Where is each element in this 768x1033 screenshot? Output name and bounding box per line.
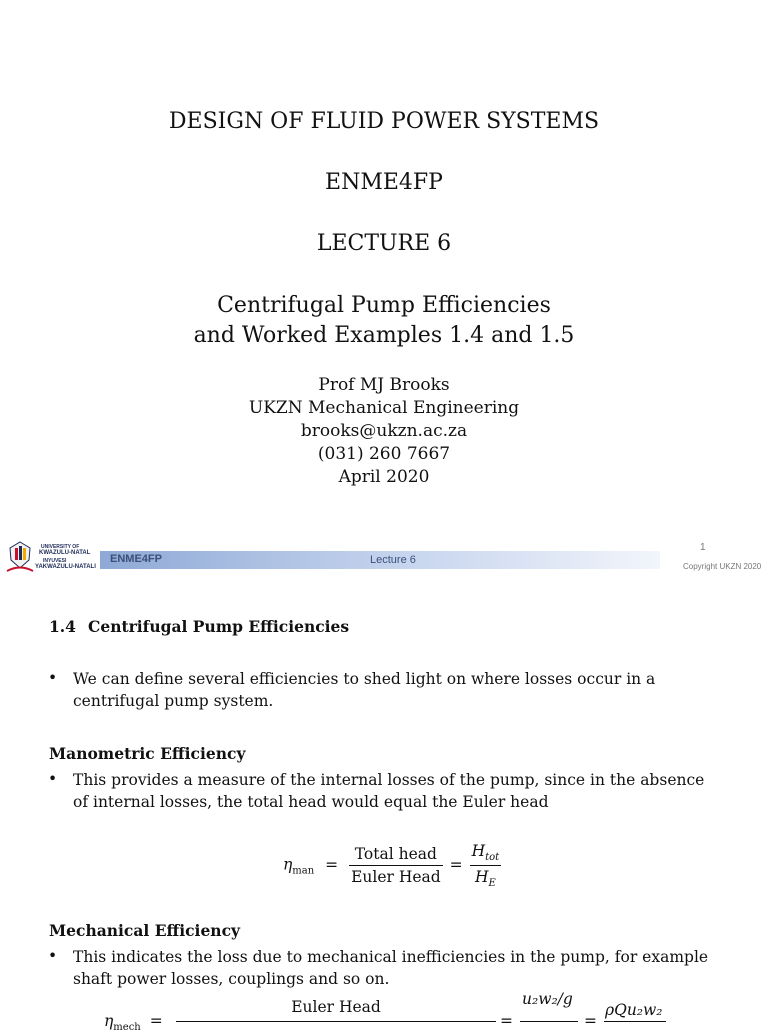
section-title: Centrifugal Pump Efficiencies [88, 617, 350, 636]
logo-text-line-2: KWAZULU-NATAL [39, 550, 91, 556]
intro-paragraph: We can define several efficiencies to shed light on where losses occur in a centrifugal pump system. [73, 670, 656, 710]
author-affiliation: UKZN Mechanical Engineering [248, 398, 520, 418]
bullet-icon: • [48, 669, 58, 687]
mechanical-eq-lhs: $\eta_{mech}$ = [104, 1012, 163, 1033]
mechanical-heading: Mechanical Efficiency [49, 921, 241, 940]
eta-symbol: η [283, 855, 293, 874]
fraction-line [520, 1021, 578, 1022]
symbol-fraction [470, 842, 502, 889]
h-tot-symbol: H [471, 842, 486, 860]
university-logo [5, 538, 100, 574]
euler-head-label: Euler Head [291, 998, 381, 1016]
footer-lecture-label: Lecture 6 [370, 554, 416, 566]
mechanical-paragraph: This indicates the loss due to mechanical inefficiencies in the pump, for example shaft power losses, couplings and so on. [73, 948, 709, 988]
section-number: 1.4 [49, 617, 76, 636]
presentation-date: April 2020 [338, 467, 430, 487]
power-fraction-numerator: ρQu₂w₂ [605, 1001, 663, 1019]
manometric-heading: Manometric Efficiency [49, 744, 246, 763]
manometric-equation: $\eta_{man}$ = $\frac{\text{Total head}}{\text{Euler Head}}$ = $\frac{H_{tot}}{H_E}$ [283, 842, 500, 890]
euler-head-label: Euler Head [351, 868, 441, 887]
logo-text-line-4: YAKWAZULU-NATALI [35, 564, 96, 570]
equals-sign: = [584, 1012, 597, 1030]
footer-course-code: ENME4FP [110, 553, 162, 565]
author-phone: (031) 260 7667 [317, 444, 451, 464]
manometric-paragraph: This provides a measure of the internal losses of the pump, since in the absence of internal losses, the total head would equal the Euler head [73, 771, 705, 811]
fraction-line [176, 1021, 496, 1022]
author-email: brooks@ukzn.ac.za [300, 421, 468, 441]
course-code: ENME4FP [325, 170, 443, 195]
fraction-line [604, 1021, 666, 1022]
h-e-subscript: E [488, 878, 496, 890]
copyright-notice: Copyright UKZN 2020 [683, 562, 762, 571]
bullet-icon: • [48, 947, 58, 965]
lecture-number: LECTURE 6 [316, 231, 452, 256]
eta-symbol: η [104, 1012, 114, 1030]
equals-sign: = [500, 1012, 513, 1030]
h-tot-subscript: tot [485, 852, 500, 864]
h-e-symbol: H [474, 868, 489, 887]
head-fraction-numerator: u₂w₂/g [522, 990, 573, 1008]
subtitle-line-2: and Worked Examples 1.4 and 1.5 [193, 323, 575, 348]
crest-icon [5, 538, 35, 574]
mechanical-eq-numerator [176, 998, 496, 1016]
total-head-label: Total head [349, 845, 443, 866]
subtitle-line-1: Centrifugal Pump Efficiencies [217, 293, 551, 318]
page-number: 1 [700, 542, 706, 553]
ratio-fraction [349, 845, 443, 886]
eta-mech-subscript: mech [113, 1022, 141, 1033]
author-name: Prof MJ Brooks [318, 375, 450, 395]
eta-subscript: man [292, 865, 315, 877]
bullet-icon: • [48, 770, 58, 788]
slide-title: DESIGN OF FLUID POWER SYSTEMS [168, 109, 600, 134]
logo-text-line-1: UNIVERSITY OF [41, 544, 80, 550]
footer-bar [100, 551, 660, 569]
logo-text-line-3: INYUVESI [43, 558, 67, 564]
